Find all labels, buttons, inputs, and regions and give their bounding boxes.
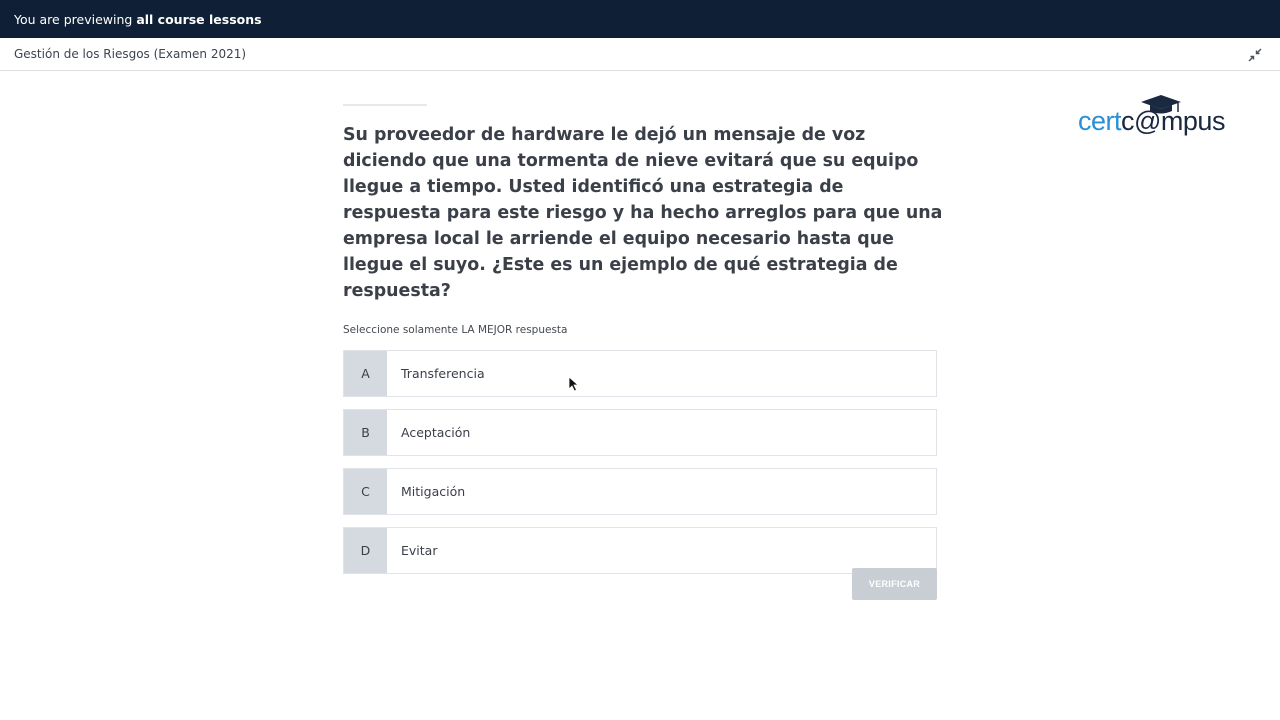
instruction-text: Seleccione solamente LA MEJOR respuesta bbox=[343, 324, 568, 336]
option-text: Aceptación bbox=[401, 425, 471, 440]
preview-banner bbox=[0, 0, 1280, 38]
lesson-header bbox=[0, 38, 1280, 71]
option-a[interactable] bbox=[343, 350, 937, 397]
option-text: Mitigación bbox=[401, 484, 466, 499]
option-text: Transferencia bbox=[401, 366, 485, 381]
option-d[interactable] bbox=[343, 527, 937, 574]
preview-banner-emphasis: all course lessons bbox=[136, 11, 262, 27]
option-letter: A bbox=[344, 351, 387, 396]
option-letter: D bbox=[344, 528, 387, 573]
answer-options bbox=[343, 350, 937, 574]
question-divider bbox=[343, 104, 427, 106]
option-b[interactable] bbox=[343, 409, 937, 456]
logo-text-cert: cert bbox=[1078, 106, 1122, 136]
mouse-cursor-icon bbox=[568, 376, 580, 392]
option-letter: C bbox=[344, 469, 387, 514]
certcampus-logo bbox=[1078, 94, 1258, 142]
option-text: Evitar bbox=[401, 543, 438, 558]
option-c[interactable] bbox=[343, 468, 937, 515]
collapse-arrows-icon[interactable] bbox=[1246, 46, 1264, 64]
logo-text bbox=[1078, 106, 1225, 137]
question-text: Su proveedor de hardware le dejó un mensaje de voz diciendo que una tormenta de nieve evitará que su equipo llegue a tiempo. Usted identificó una estrategia de respuesta para este riesgo y ha hecho arreglos para que una empresa local le arriende el equipo necesario hasta que llegue el suyo. ¿Este es un ejemplo de qué estrategia de respuesta? bbox=[343, 125, 943, 301]
logo-text-campus: c@mpus bbox=[1121, 106, 1225, 136]
verify-button[interactable]: VERIFICAR bbox=[852, 568, 937, 600]
option-letter: B bbox=[344, 410, 387, 455]
lesson-title: Gestión de los Riesgos (Examen 2021) bbox=[14, 47, 247, 61]
question-area bbox=[343, 104, 943, 586]
preview-banner-prefix: You are previewing bbox=[14, 11, 133, 27]
